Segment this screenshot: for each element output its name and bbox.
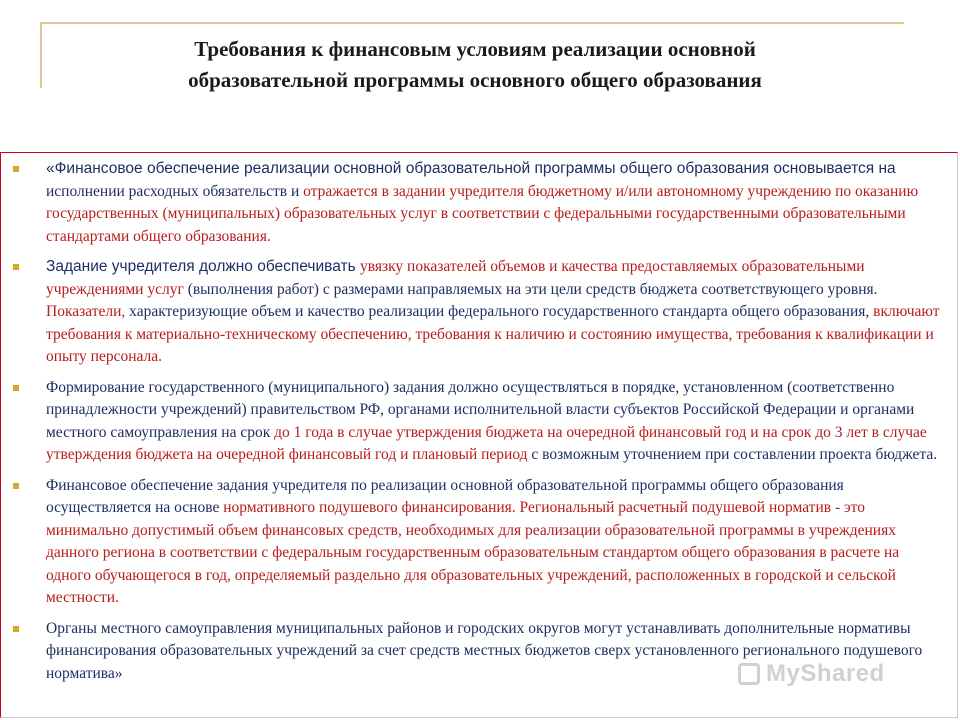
text-segment: «Финансовое обеспечение bbox=[46, 160, 244, 177]
watermark: MyShared bbox=[766, 660, 885, 687]
text-segment: с возможным уточнением при составлении проекта бюджета. bbox=[531, 446, 938, 463]
text-segment: до 1 года в случае утверждения бюджета на очередной финансовый год и на срок до 3 лет в случае утверждения бюджета на очередной финансовый год и плановый период bbox=[46, 423, 927, 463]
text-segment: Органы местного самоуправления муниципальных районов и городских округов могут устанавливать дополнительные нормативы финансирования образовательных учреждений за счет средств местных бюджетов сверх установленного регионального подушевого норматива» bbox=[46, 619, 923, 682]
bullet-icon bbox=[13, 626, 19, 632]
text-segment: характеризующие объем и качество реализации федерального государственного стандарта общего образования, bbox=[129, 303, 874, 320]
bullet-icon bbox=[13, 166, 19, 172]
title-frame-left-line bbox=[40, 22, 42, 88]
bullet-icon bbox=[13, 264, 19, 270]
list-item bbox=[0, 475, 945, 610]
bullet-icon bbox=[13, 385, 19, 391]
slide-title-line-1: Требования к финансовым условиям реализации основной bbox=[194, 37, 756, 61]
text-segment: отражается в задании учредителя бюджетному и/или автономному учреждению bbox=[303, 182, 836, 200]
slide-title-line-2: образовательной программы основного общего образования bbox=[188, 68, 762, 92]
text-segment: (выполнения работ) с размерами направляемых на эти цели средств бюджета соответствующего уровня. bbox=[187, 280, 878, 298]
text-segment: включают требования к материально-техническому обеспечению, требования к наличию и состоянию имущества, требования к квалификации и опыту персонала. bbox=[46, 303, 940, 365]
text-segment: Финансовое обеспечение задания учредителя по реализации основной образовательной программы общего образования осуществляется на основе bbox=[46, 476, 844, 516]
list-item bbox=[0, 377, 945, 467]
bullet-icon bbox=[13, 483, 19, 489]
text-segment: по оказанию государственных (муниципальных) образовательных услуг в соответствии с федеральными государственными образовательными стандартами общего образования. bbox=[46, 182, 919, 245]
slide-title bbox=[46, 34, 904, 96]
text-segment: Задание учредителя должно обеспечивать bbox=[46, 258, 360, 275]
text-segment: Формирование государственного (муниципального) задания должно осуществляться в порядке, установленном (соответственно принадлежности учреждений) правительством РФ, органами исполнительной власти субъектов Российской Федерации и органами местного самоуправления на срок bbox=[46, 378, 915, 441]
text-segment: нормативного подушевого финансирования. Региональный расчетный подушевой норматив - это минимально допустимый объем финансовых средств, необходимых для реализации образовательной программы в учреждениях данного региона в соответствии с федеральным государственным образовательным стандартом общего образования в расчете на одного обучающегося в год, определяемый раздельно для образовательных учреждений, расположенных в городской и сельской местности. bbox=[46, 499, 900, 606]
text-segment: увязку показателей объемов и качества предоставляемых образовательными учреждениями услуг bbox=[46, 258, 865, 298]
title-frame-top-line bbox=[40, 22, 904, 24]
text-segment: реализации основной образовательной программы общего образования основывается на bbox=[244, 160, 896, 177]
watermark-icon bbox=[738, 663, 760, 685]
text-segment: Показатели, bbox=[46, 303, 130, 320]
list-item bbox=[0, 256, 945, 369]
requirements-list bbox=[0, 158, 945, 693]
text-segment: исполнении расходных обязательств и bbox=[46, 182, 304, 200]
list-item bbox=[0, 158, 945, 248]
